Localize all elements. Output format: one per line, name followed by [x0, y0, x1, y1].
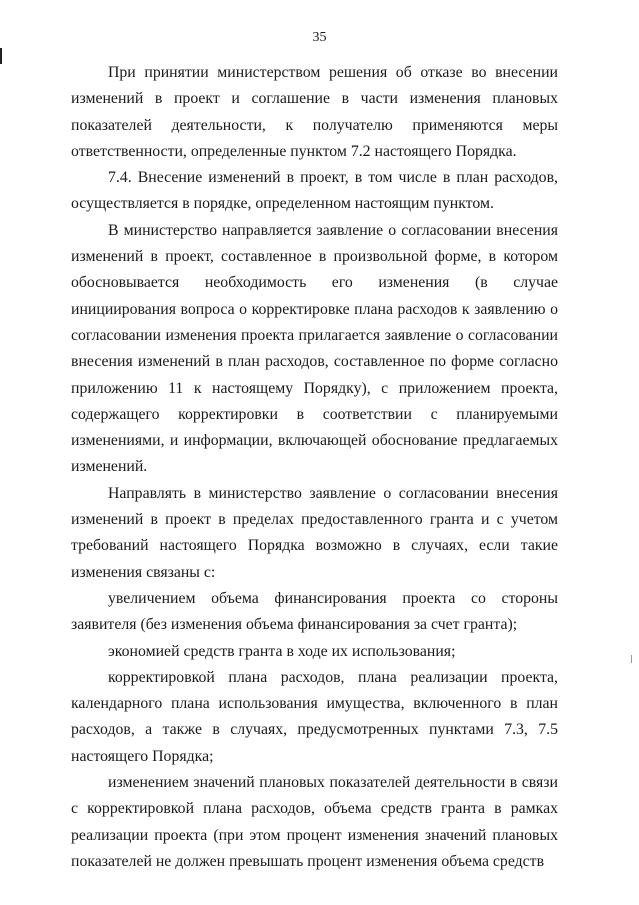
- document-body: [71, 60, 558, 875]
- list-item-financing-increase: увеличением объема финансирования проекта со стороны заявителя (без изменения объема финансирования за счет гранта);: [71, 589, 558, 634]
- paragraph-refusal-measures: При принятии министерством решения об отказе во внесении изменений в проект и соглашение в части изменения плановых показателей деятельности, к получателю применяются меры ответственности, определенные пунктом 7.2 настоящего Порядка.: [71, 64, 558, 160]
- paragraph-cases-intro: Направлять в министерство заявление о согласовании внесения изменений в проект в пределах предоставленного гранта и с учетом требований настоящего Порядка возможно в случаях, если такие изменения связаны с:: [71, 484, 558, 581]
- paragraph-application: В министерство направляется заявление о согласовании внесения изменений в проект, составленное в произвольной форме, в котором обосновывается необходимость его изменения (в случае инициирования вопроса о корректировке плана расходов к заявлению о согласовании изменения проекта прилагается заявление о согласовании внесения изменений в план расходов, составленное по форме согласно приложению 11 к настоящему Порядку), с приложением проекта, содержащего корректировки в соответствии с планируемыми изменениями, и информации, включающей обоснование предлагаемых изменений.: [71, 221, 558, 476]
- list-item-grant-savings: экономией средств гранта в ходе их использования;: [108, 642, 456, 660]
- scan-edge-mark: [631, 655, 632, 663]
- scan-edge-mark: [0, 48, 2, 64]
- paragraph-7-4: 7.4. Внесение изменений в проект, в том числе в план расходов, осуществляется в порядке, определенном настоящим пунктом.: [71, 169, 558, 213]
- list-item-plan-adjustment: корректировкой плана расходов, плана реализации проекта, календарного плана использования имущества, включенного в план расходов, а также в случаях, предусмотренных пунктами 7.3, 7.5 настоящего Порядка;: [71, 668, 558, 765]
- page-number: 35: [312, 30, 327, 45]
- list-item-indicator-change: изменением значений плановых показателей деятельности в связи с корректировкой плана расходов, объема средств гранта в рамках реализации проекта (при этом процент изменения значений плановых показателей не должен превышать процент изменения объема средств: [71, 774, 558, 870]
